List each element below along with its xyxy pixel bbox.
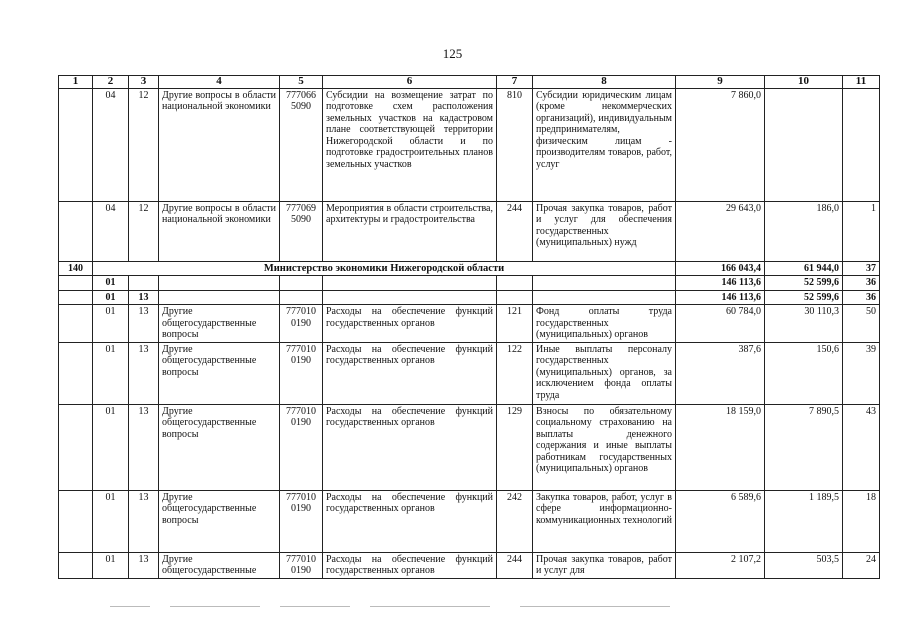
table-cell: 52 599,6 [765,276,843,291]
footer-scan-marks [110,606,670,608]
table-row [59,490,880,552]
subtotal-row [59,290,880,305]
table-cell: 37 [843,261,880,276]
table-cell: Другие общегосударственные вопросы [159,305,280,343]
table-cell [59,552,93,578]
table-cell: 150,6 [765,342,843,404]
table-cell: 777066 5090 [280,88,323,201]
table-cell [497,290,533,305]
table-cell: 50 [843,305,880,343]
header-cell: 4 [159,76,280,89]
table-cell: 777010 0190 [280,490,323,552]
header-cell: 7 [497,76,533,89]
table-cell: 13 [129,490,159,552]
table-cell: Прочая закупка товаров, работ и услуг для обеспечения государственных (муниципальных) нужд [533,201,676,261]
header-cell: 3 [129,76,159,89]
table-cell: 244 [497,201,533,261]
table-cell: 12 [129,88,159,201]
table-cell [59,305,93,343]
table-cell [765,88,843,201]
table-cell [129,276,159,291]
table-row [59,305,880,343]
table-cell: 777010 0190 [280,305,323,343]
table-cell [497,276,533,291]
table-cell: 13 [129,552,159,578]
table-cell: 01 [93,290,129,305]
table-cell: Другие вопросы в области национальной экономики [159,201,280,261]
header-cell: 9 [676,76,765,89]
table-row [59,201,880,261]
table-cell: Расходы на обеспечение функций государственных органов [323,404,497,490]
table-cell: 18 159,0 [676,404,765,490]
table-cell: 129 [497,404,533,490]
subtotal-row [59,276,880,291]
table-cell: 01 [93,552,129,578]
table-cell: 810 [497,88,533,201]
table-cell [59,404,93,490]
table-cell: 04 [93,88,129,201]
table-cell [323,290,497,305]
table-cell: Субсидии юридическим лицам (кроме некоммерческих организаций), индивидуальным предпринимателям, физическим лицам - производителям товаров, работ, услуг [533,88,676,201]
table-cell: 140 [59,261,93,276]
table-cell: 12 [129,201,159,261]
ministry-row [59,261,880,276]
table-cell: 01 [93,305,129,343]
table-cell: 01 [93,276,129,291]
table-cell [59,276,93,291]
table-cell: 7 860,0 [676,88,765,201]
table-cell [323,276,497,291]
table-cell [533,290,676,305]
table-cell: 60 784,0 [676,305,765,343]
table-cell [59,290,93,305]
table-cell: 7 890,5 [765,404,843,490]
table-cell: 01 [93,490,129,552]
header-cell: 10 [765,76,843,89]
table-cell: 186,0 [765,201,843,261]
budget-table [58,75,880,579]
table-cell: Расходы на обеспечение функций государственных органов [323,305,497,343]
table-cell: Прочая закупка товаров, работ и услуг для [533,552,676,578]
page-number: 125 [442,46,463,61]
table-cell: Другие вопросы в области национальной экономики [159,88,280,201]
table-cell: Другие общегосударственные вопросы [159,404,280,490]
table-cell: 36 [843,290,880,305]
table-cell [280,276,323,291]
table-cell: 777010 0190 [280,552,323,578]
table-cell: Другие общегосударственные [159,552,280,578]
table-row [59,404,880,490]
table-cell: 29 643,0 [676,201,765,261]
table-cell: 244 [497,552,533,578]
table-cell: 1 189,5 [765,490,843,552]
header-cell: 11 [843,76,880,89]
table-cell [59,490,93,552]
table-cell: Иные выплаты персоналу государственных (муниципальных) органов, за исключением фонда оплаты труда [533,342,676,404]
table-cell: Другие общегосударственные вопросы [159,490,280,552]
table-cell: 166 043,4 [676,261,765,276]
table-cell: Мероприятия в области строительства, архитектуры и градостроительства [323,201,497,261]
table-cell: 777010 0190 [280,404,323,490]
table-cell: 30 110,3 [765,305,843,343]
table-cell: Фонд оплаты труда государственных (муниципальных) органов [533,305,676,343]
table-cell: 01 [93,342,129,404]
table-cell: 146 113,6 [676,276,765,291]
table-cell: 39 [843,342,880,404]
table-cell: 387,6 [676,342,765,404]
table-cell: 52 599,6 [765,290,843,305]
table-cell: 13 [129,290,159,305]
table-cell: 01 [93,404,129,490]
table-cell: 13 [129,305,159,343]
table-cell: Расходы на обеспечение функций государственных органов [323,342,497,404]
table-cell [843,88,880,201]
table-cell: 36 [843,276,880,291]
table-cell: Расходы на обеспечение функций государственных органов [323,552,497,578]
table-cell: Субсидии на возмещение затрат по подготовке схем расположения земельных участков на кадастровом плане соответствующей территории Нижегородской области и по подготовке градостроительных планов земельных участков [323,88,497,201]
table-cell [159,290,280,305]
header-cell: 5 [280,76,323,89]
table-cell: 04 [93,201,129,261]
table-cell: 777010 0190 [280,342,323,404]
table-row [59,88,880,201]
table-cell: 24 [843,552,880,578]
table-cell: 18 [843,490,880,552]
table-cell: 6 589,6 [676,490,765,552]
table-cell: 13 [129,404,159,490]
table-cell [59,88,93,201]
table-cell: 61 944,0 [765,261,843,276]
table-cell: Расходы на обеспечение функций государственных органов [323,490,497,552]
table-cell: 122 [497,342,533,404]
table-cell [280,290,323,305]
table-cell: 777069 5090 [280,201,323,261]
table-cell [159,276,280,291]
table-cell: 146 113,6 [676,290,765,305]
table-cell: 503,5 [765,552,843,578]
table-cell: 13 [129,342,159,404]
header-cell: 1 [59,76,93,89]
header-cell: 2 [93,76,129,89]
table-cell: 242 [497,490,533,552]
table-cell [533,276,676,291]
table-cell [59,201,93,261]
table-row [59,342,880,404]
table-header-row [59,76,880,89]
table-cell: 2 107,2 [676,552,765,578]
table-cell: Другие общегосударственные вопросы [159,342,280,404]
header-cell: 8 [533,76,676,89]
table-row [59,552,880,578]
table-cell: Закупка товаров, работ, услуг в сфере информационно-коммуникационных технологий [533,490,676,552]
table-cell: Взносы по обязательному социальному страхованию на выплаты денежного содержания и иные выплаты работникам государственных (муниципальных) органов [533,404,676,490]
table-cell: 121 [497,305,533,343]
table-cell: 43 [843,404,880,490]
header-cell: 6 [323,76,497,89]
table-cell: 1 [843,201,880,261]
table-cell [59,342,93,404]
table-cell: Министерство экономики Нижегородской области [93,261,676,276]
